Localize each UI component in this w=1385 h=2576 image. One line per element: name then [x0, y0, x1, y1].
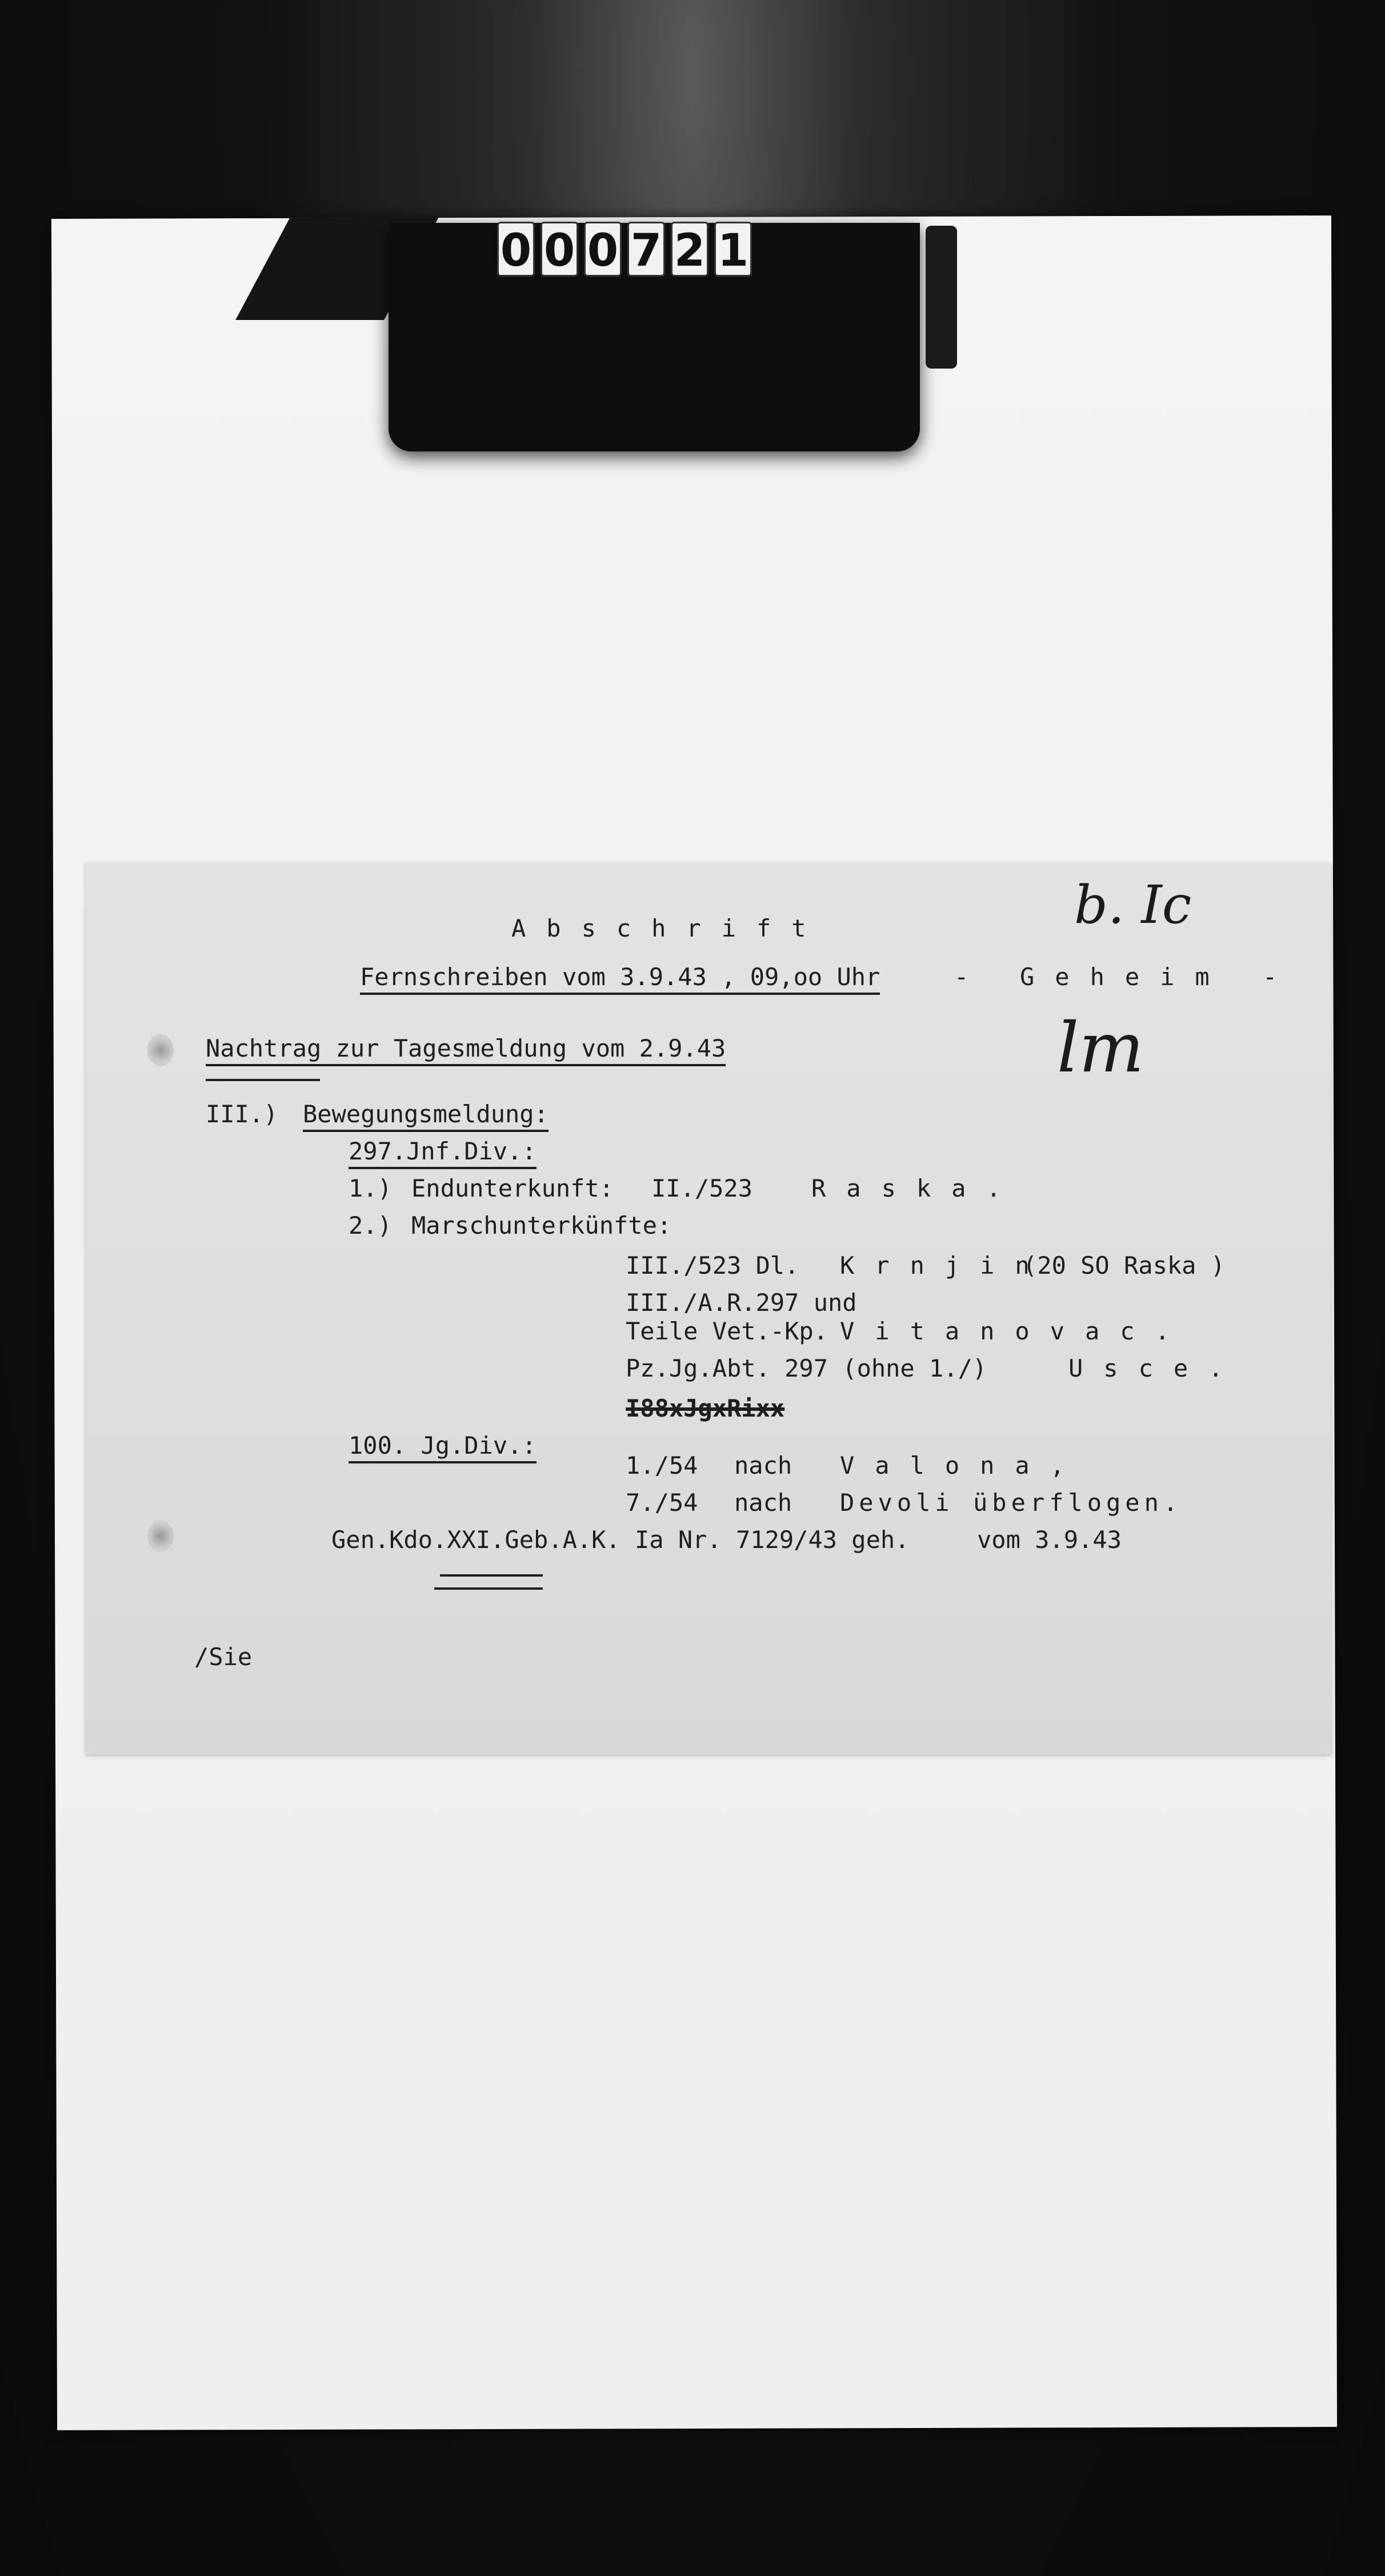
section-number: III.) [206, 1100, 278, 1128]
item-1-number: 1.) [349, 1174, 392, 1202]
counter-digit: 2 [671, 222, 708, 277]
counter-digit: 0 [541, 222, 578, 277]
march-line-4-place: Usce. [1068, 1354, 1244, 1382]
item-2-number: 2.) [349, 1211, 392, 1239]
item-1-label: Endunterkunft: [411, 1174, 614, 1202]
punch-hole-bottom [147, 1520, 174, 1552]
classification-dash: - [1263, 963, 1278, 991]
march-line-1-note: (20 SO Raska ) [1023, 1251, 1226, 1279]
item-2-label: Marschunterkünfte: [411, 1211, 672, 1239]
frame-counter [497, 222, 752, 279]
signature-line: Gen.Kdo.XXI.Geb.A.K. Ia Nr. 7129/43 geh. [331, 1526, 910, 1554]
signature-underline-2 [434, 1587, 543, 1590]
counter-digit: 0 [497, 222, 535, 277]
signature-underline-1 [440, 1574, 543, 1577]
division-2-line-1-word: nach [734, 1451, 792, 1479]
march-line-3-place: Vitanovac. [840, 1317, 1190, 1345]
handwritten-initial: lm [1057, 1009, 1144, 1088]
handwritten-reference: b. Ic [1074, 874, 1192, 935]
counter-digit: 0 [584, 222, 622, 277]
typist-initials: /Sie [194, 1643, 253, 1671]
struck-out-line: I88xJgxRixx [626, 1394, 785, 1422]
item-1-unit: II./523 [651, 1174, 753, 1202]
counter-digit: 7 [627, 222, 665, 277]
division-2-line-2-unit: 7./54 [626, 1489, 698, 1517]
march-line-2-unit: III./A.R.297 und [626, 1289, 857, 1317]
march-line-1-place: Krnjin [840, 1251, 1050, 1279]
telex-dash: - [954, 963, 969, 991]
division-1-label: 297.Jnf.Div.: [349, 1137, 537, 1169]
typed-note-slip [86, 863, 1331, 1754]
division-2-line-2-word: nach [734, 1489, 792, 1517]
march-line-3-unit: Teile Vet.-Kp. [626, 1317, 828, 1345]
division-2-line-1-place: Valona, [840, 1451, 1086, 1479]
telex-line: Fernschreiben vom 3.9.43 , 09,oo Uhr [360, 963, 880, 995]
counter-knob [926, 226, 957, 369]
subject-double-underline [206, 1079, 320, 1081]
division-2-line-1-unit: 1./54 [626, 1451, 698, 1479]
counter-digit: 1 [714, 222, 752, 277]
section-title: Bewegungsmeldung: [303, 1100, 549, 1132]
classification-mark: Geheim [1020, 963, 1230, 991]
subject-line: Nachtrag zur Tagesmeldung vom 2.9.43 [206, 1034, 726, 1066]
document-heading: Abschrift [511, 914, 827, 942]
signature-date: vom 3.9.43 [977, 1526, 1122, 1554]
division-2-label: 100. Jg.Div.: [349, 1431, 537, 1463]
division-2-line-2-place: Devoli überflogen. [840, 1489, 1183, 1517]
item-1-place: Raska. [811, 1174, 1022, 1202]
punch-hole-top [147, 1034, 174, 1066]
march-line-4-unit: Pz.Jg.Abt. 297 (ohne 1./) [626, 1354, 987, 1382]
march-line-1-unit: III./523 Dl. [626, 1251, 799, 1279]
